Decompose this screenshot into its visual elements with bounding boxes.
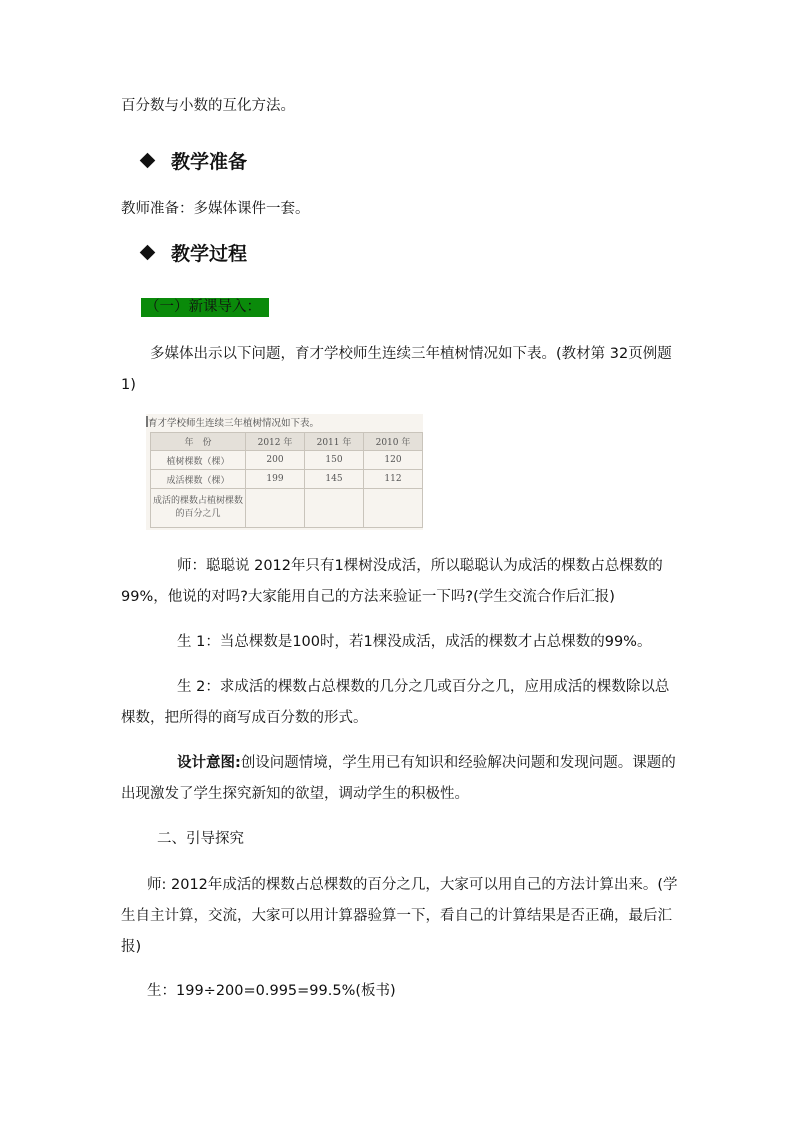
process-heading-text: 教学过程 [171,243,248,265]
table-row [151,470,423,489]
student-calculation: 生：199÷200=0.995=99.5%(板书) [147,983,396,999]
prep-heading [142,147,247,174]
table-cell: 150 [305,451,364,470]
diamond-bullet-icon [140,153,156,169]
table-cell [364,489,423,528]
planting-table [150,432,423,528]
header-cell: 2011 年 [305,433,364,451]
table-title: 育才学校师生连续三年植树情况如下表。 [148,418,320,429]
design-intent-label: 设计意图: [177,755,241,771]
prep-text: 教师准备：多媒体课件一套。 [121,201,310,217]
header-cell: 年 份 [151,433,246,451]
section-label: （一）新课导入： [141,298,269,317]
student1-answer: 生 1：当总棵数是100时，若1棵没成活，成活的棵数才占总棵数的99%。 [177,634,652,650]
table-header-row [151,433,423,451]
table-cell: 112 [364,470,423,489]
table-row [151,451,423,470]
row-label: 植树棵数（棵） [151,451,246,470]
problem-intro: 多媒体出示以下问题，育才学校师生连续三年植树情况如下表。(教材第 32页例题1) [121,346,672,393]
student2-answer: 生 2：求成活的棵数占总棵数的几分之几或百分之几，应用成活的棵数除以总棵数，把所得的商写成百分数的形式。 [121,679,670,726]
row-label: 成活的棵数占植树棵数的百分之几 [151,489,246,528]
teacher-instruction: 师: 2012年成活的棵数占总棵数的百分之几，大家可以用自己的方法计算出来。(学生自主计算，交流，大家可以用计算器验算一下，看自己的计算结果是否正确，最后汇报) [121,877,678,955]
table-cell: 145 [305,470,364,489]
row-label: 成活棵数（棵） [151,470,246,489]
table-cell: 120 [364,451,423,470]
design-intent-text: 创设问题情境，学生用已有知识和经验解决问题和发现问题。课题的出现激发了学生探究新知的欲望，调动学生的积极性。 [121,755,676,802]
header-cell: 2010 年 [364,433,423,451]
design-intent [121,748,681,810]
process-heading [142,239,247,266]
section-two-heading: 二、引导探究 [157,831,244,847]
table-row [151,489,423,528]
table-cell: 200 [246,451,305,470]
table-cell [305,489,364,528]
table-cell: 199 [246,470,305,489]
intro-text: 百分数与小数的互化方法。 [121,98,295,114]
table-cell [246,489,305,528]
teacher-question: 师：聪聪说 2012年只有1棵树没成活，所以聪聪认为成活的棵数占总棵数的 99%，他说的对吗?大家能用自己的方法来验证一下吗?(学生交流合作后汇报) [121,558,663,605]
header-cell: 2012 年 [246,433,305,451]
diamond-bullet-icon [140,245,156,261]
prep-heading-text: 教学准备 [171,151,248,173]
textbook-table-image [146,414,423,530]
